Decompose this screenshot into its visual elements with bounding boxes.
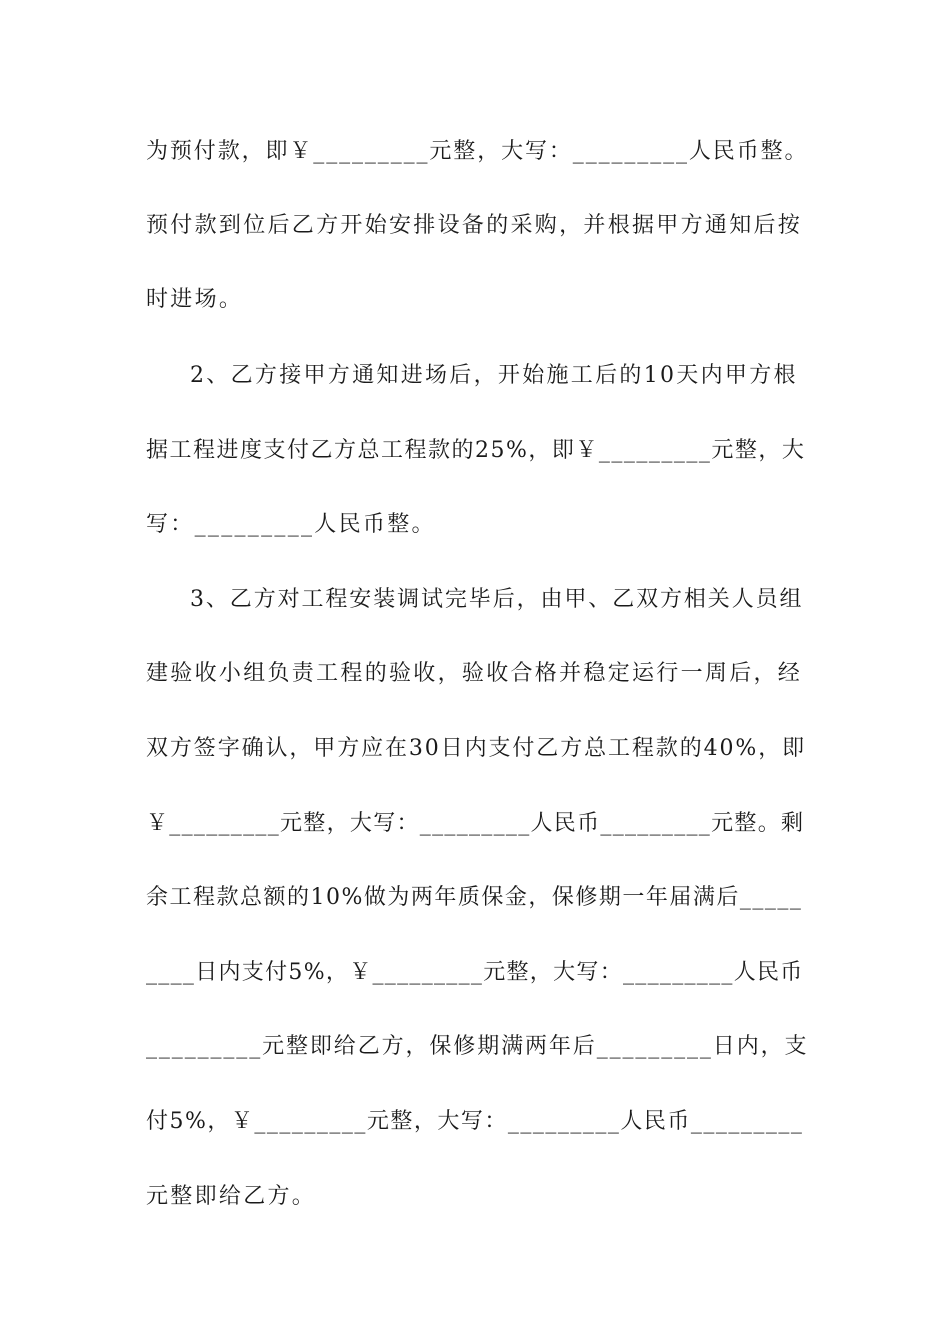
paragraph-2-line-2: 据工程进度支付乙方总工程款的25%，即￥_________元整，大 bbox=[146, 438, 806, 463]
text-line-1: 为预付款，即￥_________元整，大写：_________人民币整。 bbox=[146, 139, 809, 164]
paragraph-3-line-7: _________元整即给乙方，保修期满两年后_________日内，支 bbox=[146, 1034, 809, 1059]
paragraph-3-line-9: 元整即给乙方。 bbox=[146, 1184, 317, 1209]
paragraph-3-line-5: 余工程款总额的10%做为两年质保金，保修期一年届满后_____ bbox=[146, 885, 803, 910]
paragraph-3-line-8: 付5%，￥_________元整，大写：_________人民币_________ bbox=[146, 1109, 804, 1134]
text-line-3: 时进场。 bbox=[146, 287, 244, 312]
paragraph-3-line-6: ____日内支付5%，￥_________元整，大写：_________人民币 bbox=[146, 960, 804, 985]
paragraph-3-line-1: 3、乙方对工程安装调试完毕后，由甲、乙双方相关人员组 bbox=[190, 587, 804, 612]
paragraph-3-line-3: 双方签字确认，甲方应在30日内支付乙方总工程款的40%，即 bbox=[146, 736, 806, 761]
paragraph-3-line-2: 建验收小组负责工程的验收，验收合格并稳定运行一周后，经 bbox=[146, 661, 803, 686]
paragraph-3-line-4: ￥_________元整，大写：_________人民币_________元整。剩 bbox=[146, 811, 805, 836]
paragraph-2-line-3: 写：_________人民币整。 bbox=[146, 512, 436, 537]
paragraph-2-line-1: 2、乙方接甲方通知进场后，开始施工后的10天内甲方根 bbox=[190, 363, 798, 388]
text-line-2: 预付款到位后乙方开始安排设备的采购，并根据甲方通知后按 bbox=[146, 213, 803, 238]
